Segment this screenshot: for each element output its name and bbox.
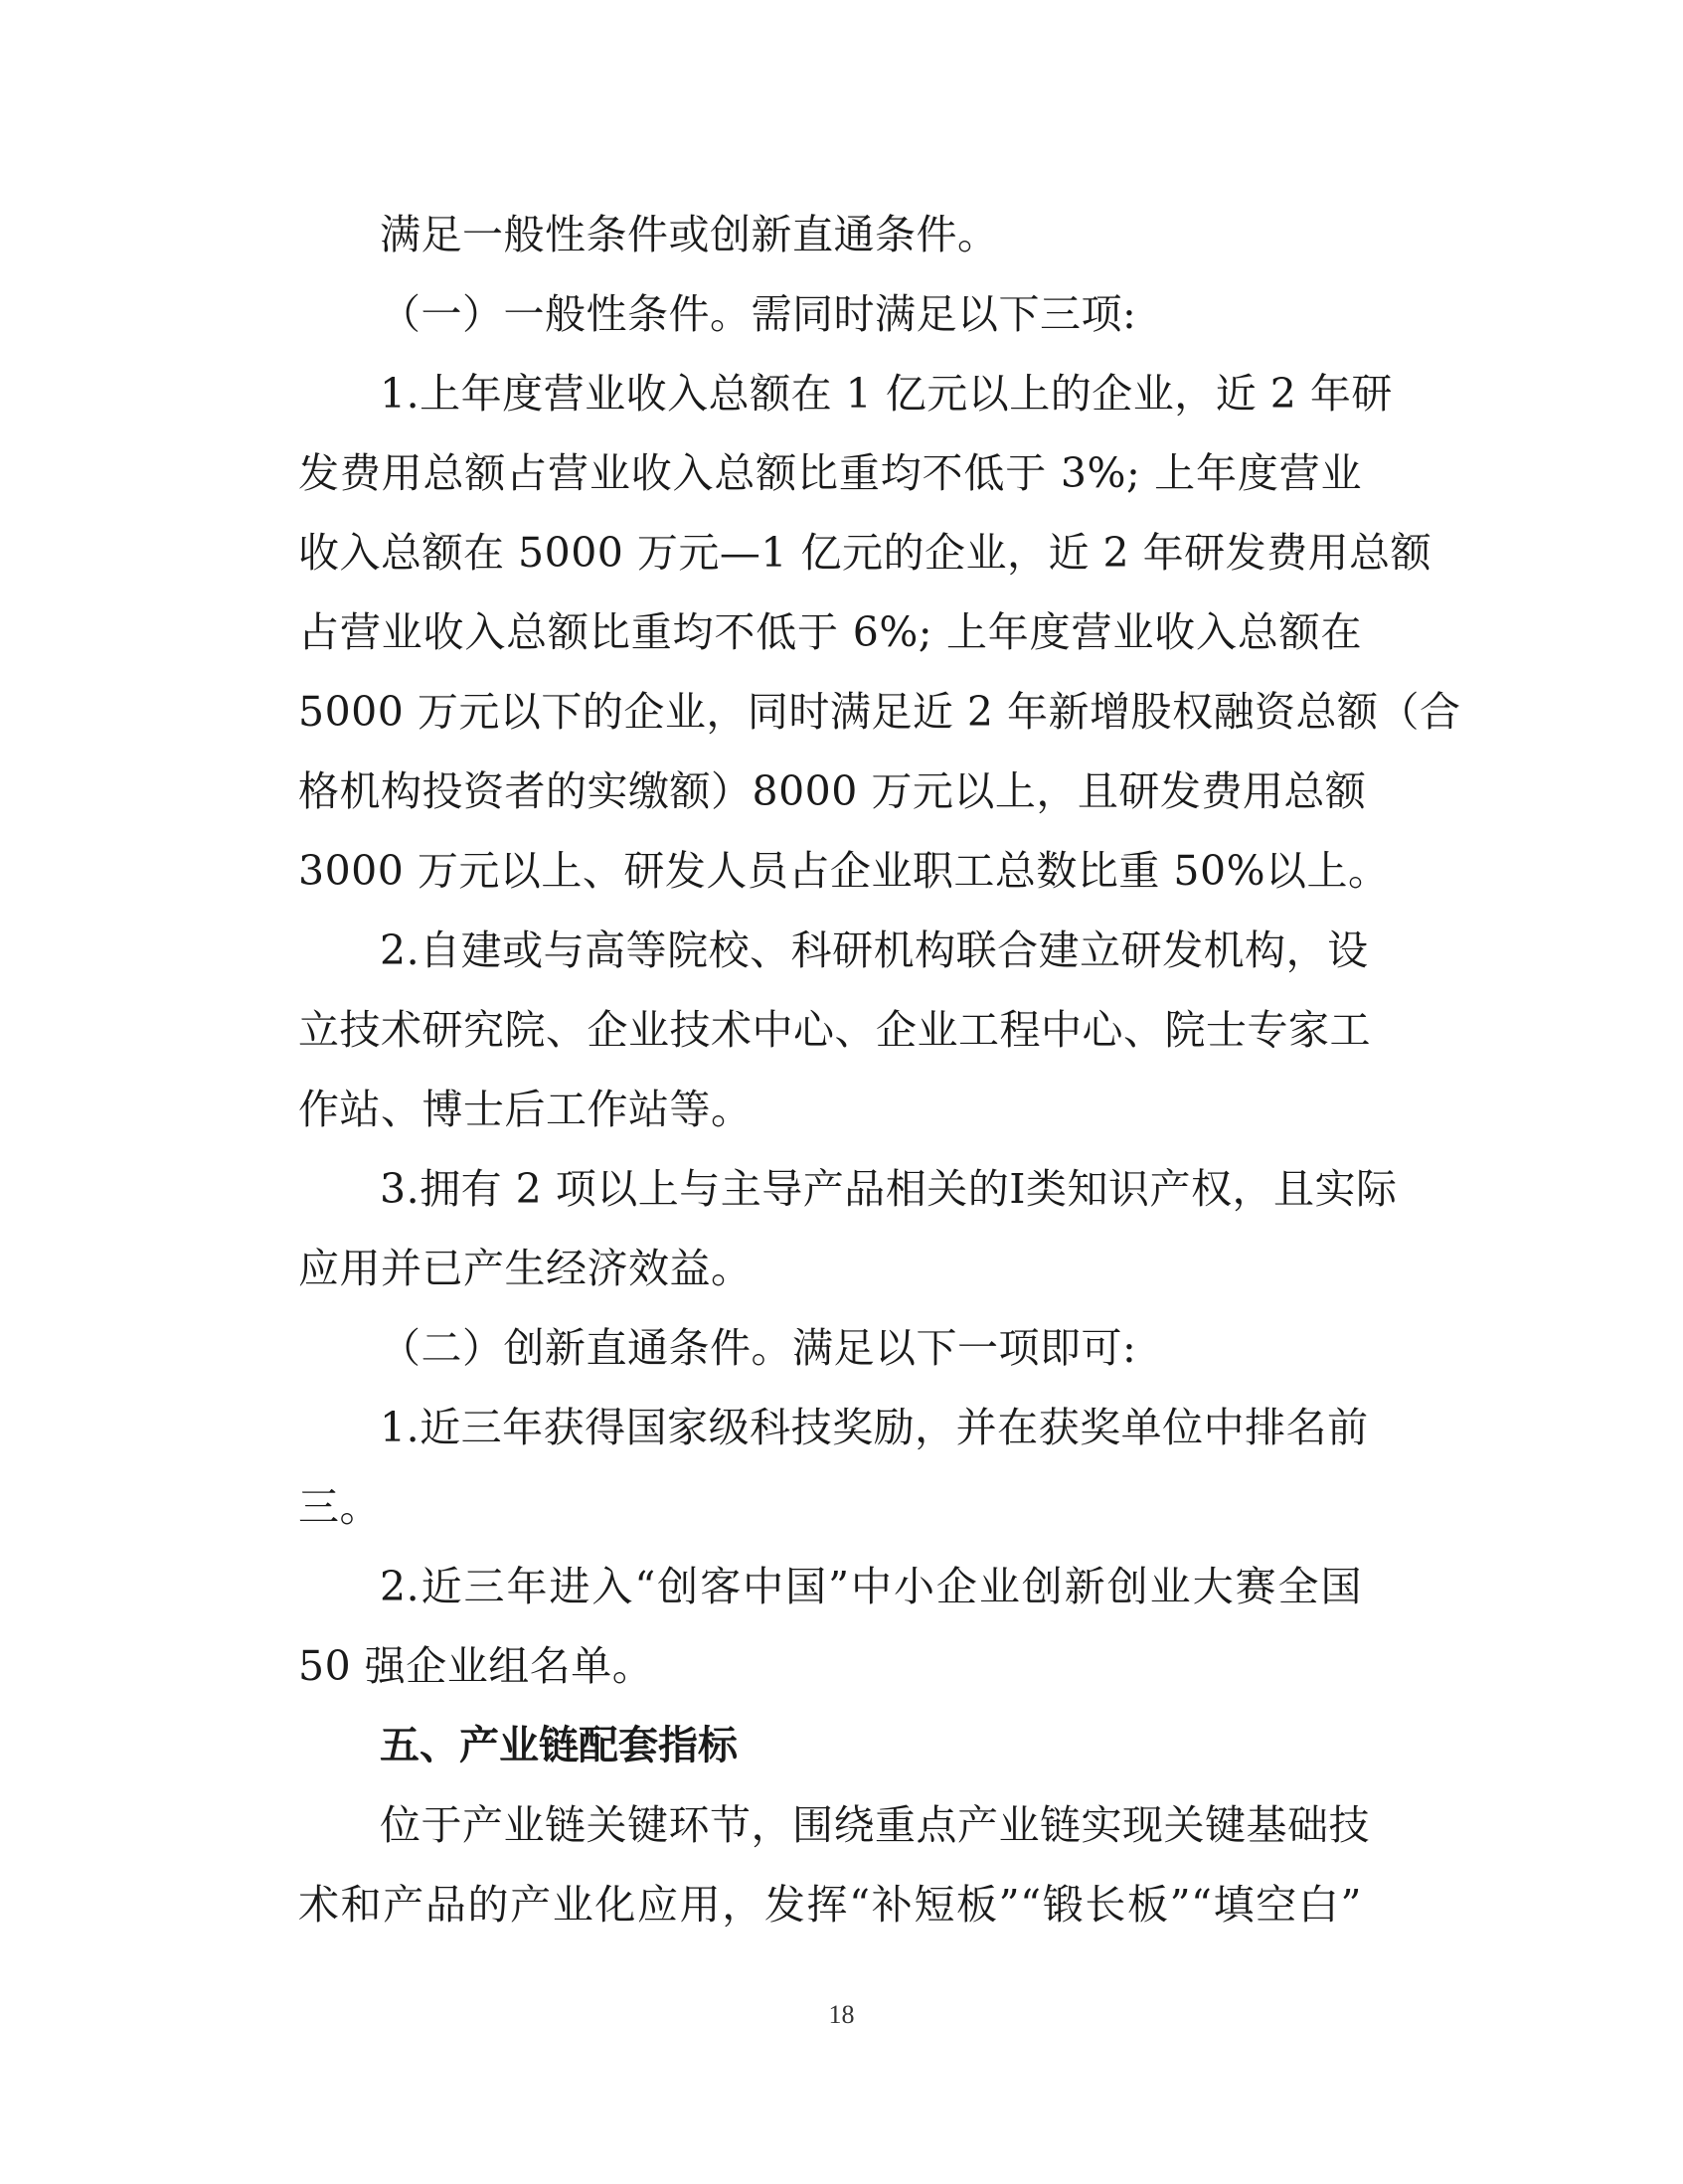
paragraph-line: 占营业收入总额比重均不低于 6%; 上年度营业收入总额在 [298, 608, 1362, 656]
paragraph-line: 术和产品的产业化应用，发挥“补短板”“锻长板”“填空白” [298, 1881, 1362, 1929]
paragraph-line: 三。 [298, 1483, 381, 1531]
paragraph-line: 2.自建或与高等院校、科研机构联合建立研发机构，设 [380, 926, 1369, 974]
paragraph-line: 3000 万元以上、研发人员占企业职工总数比重 50%以上。 [298, 847, 1390, 895]
paragraph-line: 50 强企业组名单。 [298, 1642, 654, 1690]
section-subheading-general: （一）一般性条件。需同时满足以下三项: [380, 290, 1137, 338]
paragraph-line: 5000 万元以下的企业，同时满足近 2 年新增股权融资总额（合 [298, 688, 1461, 736]
section-subheading-innovation: （二）创新直通条件。满足以下一项即可: [380, 1324, 1137, 1372]
paragraph-line: 应用并已产生经济效益。 [298, 1245, 753, 1292]
paragraph-line: 满足一般性条件或创新直通条件。 [380, 211, 999, 258]
paragraph-line: 作站、博士后工作站等。 [298, 1086, 753, 1133]
paragraph-line: 2.近三年进入“创客中国”中小企业创新创业大赛全国 [380, 1563, 1362, 1610]
paragraph-line: 3.拥有 2 项以上与主导产品相关的I类知识产权，且实际 [380, 1165, 1398, 1213]
page-number: 18 [828, 2000, 855, 2029]
paragraph-line: 立技术研究院、企业技术中心、企业工程中心、院士专家工 [298, 1006, 1371, 1054]
paragraph-line: 1.上年度营业收入总额在 1 亿元以上的企业，近 2 年研 [380, 370, 1393, 418]
paragraph-line: 发费用总额占营业收入总额比重均不低于 3%; 上年度营业 [298, 449, 1362, 497]
section-heading: 五、产业链配套指标 [380, 1723, 738, 1768]
paragraph-line: 位于产业链关键环节，围绕重点产业链实现关键基础技 [380, 1801, 1370, 1849]
paragraph-line: 收入总额在 5000 万元—1 亿元的企业，近 2 年研发费用总额 [298, 529, 1432, 577]
paragraph-line: 1.近三年获得国家级科技奖励，并在获奖单位中排名前 [380, 1404, 1369, 1451]
document-body [298, 195, 1461, 1944]
paragraph-line: 格机构投资者的实缴额）8000 万元以上，且研发费用总额 [298, 767, 1367, 815]
